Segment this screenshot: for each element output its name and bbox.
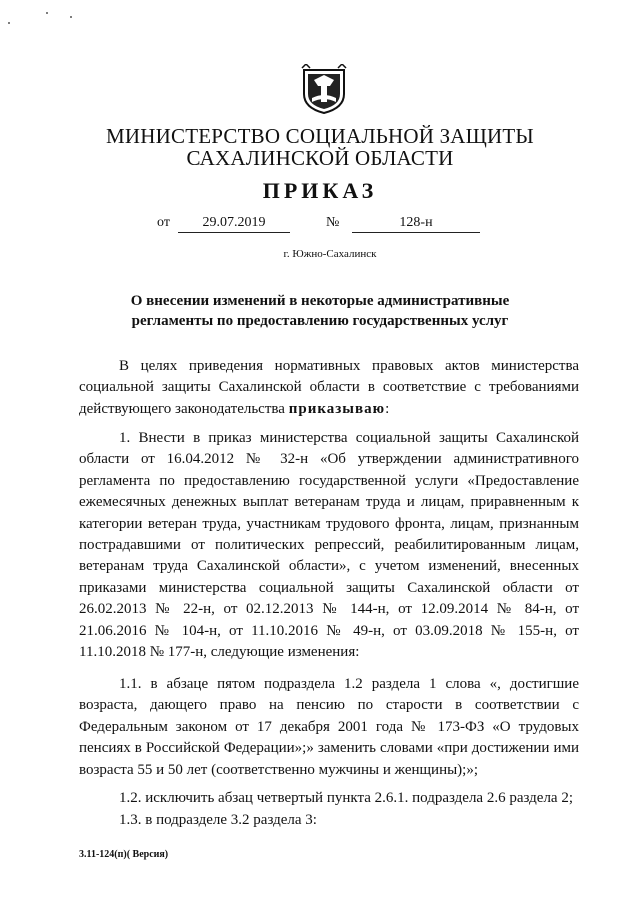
- scan-speck: [70, 16, 72, 18]
- order-date: 29.07.2019: [178, 215, 290, 233]
- paragraph-1: [79, 428, 579, 663]
- document-type: ПРИКАЗ: [262, 178, 378, 203]
- paragraph-1-3: [79, 810, 579, 831]
- paragraph-preamble: [79, 356, 579, 420]
- number-label: №: [326, 215, 340, 230]
- paragraph-1-1: [79, 674, 579, 781]
- ministry-name-line2: САХАЛИНСКОЙ ОБЛАСТИ: [186, 146, 454, 170]
- paragraph-1-2: [79, 788, 579, 809]
- paragraph-1-1-text: 1.1. в абзаце пятом подраздела 1.2 раздела 1 слова «, достигшие возраста, дающего право на пенсию по старости в соответствии с Федеральным законом от 17 декабря 2001 года № 173-ФЗ «О трудовых пенсиях в Российской Федерации»;» заменить словами «при достижении ими возраста 55 и 50 лет (соответственно мужчины и женщины);»;: [79, 676, 579, 778]
- city: г. Южно-Сахалинск: [283, 248, 377, 260]
- scan-speck: [46, 12, 48, 14]
- paragraph-1-3-text: 1.3. в подразделе 3.2 раздела 3:: [119, 812, 317, 828]
- coat-of-arms-icon: [300, 64, 348, 114]
- preamble-colon: :: [385, 400, 390, 417]
- document-title: О внесении изменений в некоторые административные регламенты по предоставлению государственных услуг: [130, 293, 510, 329]
- order-number: 128-н: [352, 215, 480, 233]
- document-footer-code: 3.11-124(п)( Версия): [79, 849, 169, 860]
- paragraph-1-text: 1. Внести в приказ министерства социальной защиты Сахалинской области от 16.04.2012 № 32-н «Об утверждении административного регламента по предоставлению государственной услуги «Предоставление ежемесячных денежных выплат ветеранам труда и лицам, приравненным к категории ветеран труда, участникам трудового фронта, лицам, признанным пострадавшими от политических репрессий, реабилитированным лицам, ветеранам труда Сахалинской области», с учетом изменений, внесенных приказами министерства социальной защиты Сахалинской области от 26.02.2013 № 22-н, от 02.12.2013 № 144-н, от 12.09.2014 № 84-н, от 21.06.2016 № 104-н, от 11.10.2016 № 49-н, от 03.09.2018 № 155-н, от 11.10.2018 № 177-н, следующие изменения:: [79, 430, 579, 661]
- preamble-text: В целях приведения нормативных правовых актов министерства социальной защиты Сахалинской области в соответствие с требованиями действующего законодательства: [79, 358, 579, 417]
- scan-speck: [8, 22, 10, 24]
- ministry-name-line1: МИНИСТЕРСТВО СОЦИАЛЬНОЙ ЗАЩИТЫ: [106, 124, 534, 148]
- preamble-command: приказываю: [288, 400, 386, 417]
- date-label: от: [157, 215, 170, 230]
- paragraph-1-2-text: 1.2. исключить абзац четвертый пункта 2.6.1. подраздела 2.6 раздела 2;: [119, 790, 574, 806]
